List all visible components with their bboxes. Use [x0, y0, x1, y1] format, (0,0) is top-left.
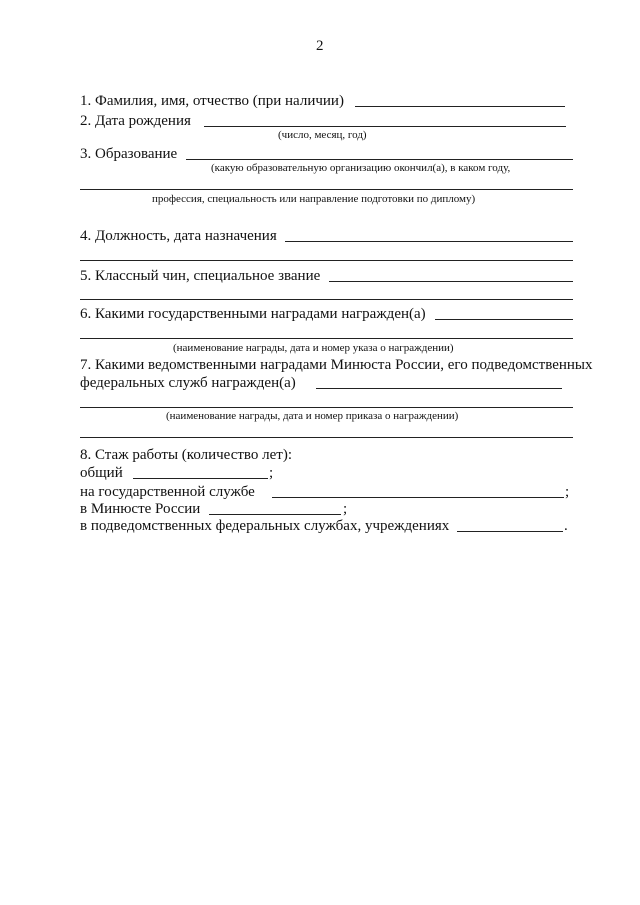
- birth-date-hint: (число, месяц, год): [278, 129, 367, 141]
- label-dept-awards-1: 7. Какими ведомственными наградами Минюста России, его подведомственных: [80, 357, 593, 373]
- exp-total-semicolon: ;: [269, 465, 274, 481]
- label-experience: 8. Стаж работы (количество лет):: [80, 447, 293, 463]
- state-awards-line-2[interactable]: [80, 338, 573, 339]
- label-exp-state: на государственной службе: [80, 484, 255, 500]
- exp-total-line[interactable]: [133, 478, 268, 479]
- label-state-awards: 6. Какими государственными наградами награжден(а): [80, 306, 426, 322]
- exp-minjust-semicolon: ;: [343, 501, 348, 517]
- label-full-name: 1. Фамилия, имя, отчество (при наличии): [80, 93, 344, 109]
- label-education: 3. Образование: [80, 146, 178, 162]
- label-exp-minjust: в Минюсте России: [80, 501, 201, 517]
- exp-minjust-line[interactable]: [209, 514, 341, 515]
- exp-state-line[interactable]: [272, 497, 564, 498]
- position-line-2[interactable]: [80, 260, 573, 261]
- dept-awards-hint: (наименование награды, дата и номер приказа о награждении): [166, 410, 459, 422]
- label-exp-subordinate: в подведомственных федеральных службах, учреждениях: [80, 518, 450, 534]
- dept-awards-line-3[interactable]: [80, 437, 573, 438]
- dept-awards-line-2[interactable]: [80, 407, 573, 408]
- rank-line-1[interactable]: [329, 281, 573, 282]
- birth-date-line[interactable]: [204, 126, 566, 127]
- full-name-line[interactable]: [355, 106, 565, 107]
- education-hint-1: (какую образовательную организацию окончил(а), в каком году,: [211, 162, 511, 174]
- label-position: 4. Должность, дата назначения: [80, 228, 277, 244]
- education-line-2[interactable]: [80, 189, 573, 190]
- label-dept-awards-2: федеральных служб награжден(а): [80, 375, 296, 391]
- exp-subordinate-line[interactable]: [457, 531, 563, 532]
- position-line-1[interactable]: [285, 241, 573, 242]
- label-rank: 5. Классный чин, специальное звание: [80, 268, 321, 284]
- label-exp-total: общий: [80, 465, 123, 481]
- label-birth-date: 2. Дата рождения: [80, 113, 191, 129]
- exp-state-semicolon: ;: [565, 484, 570, 500]
- page-number: 2: [316, 38, 324, 54]
- education-hint-2: профессия, специальность или направление подготовки по диплому): [152, 193, 476, 205]
- exp-subordinate-period: .: [564, 518, 568, 534]
- state-awards-line-1[interactable]: [435, 319, 573, 320]
- education-line-1[interactable]: [186, 159, 573, 160]
- dept-awards-line-1[interactable]: [316, 388, 562, 389]
- state-awards-hint: (наименование награды, дата и номер указа о награждении): [173, 342, 454, 354]
- rank-line-2[interactable]: [80, 299, 573, 300]
